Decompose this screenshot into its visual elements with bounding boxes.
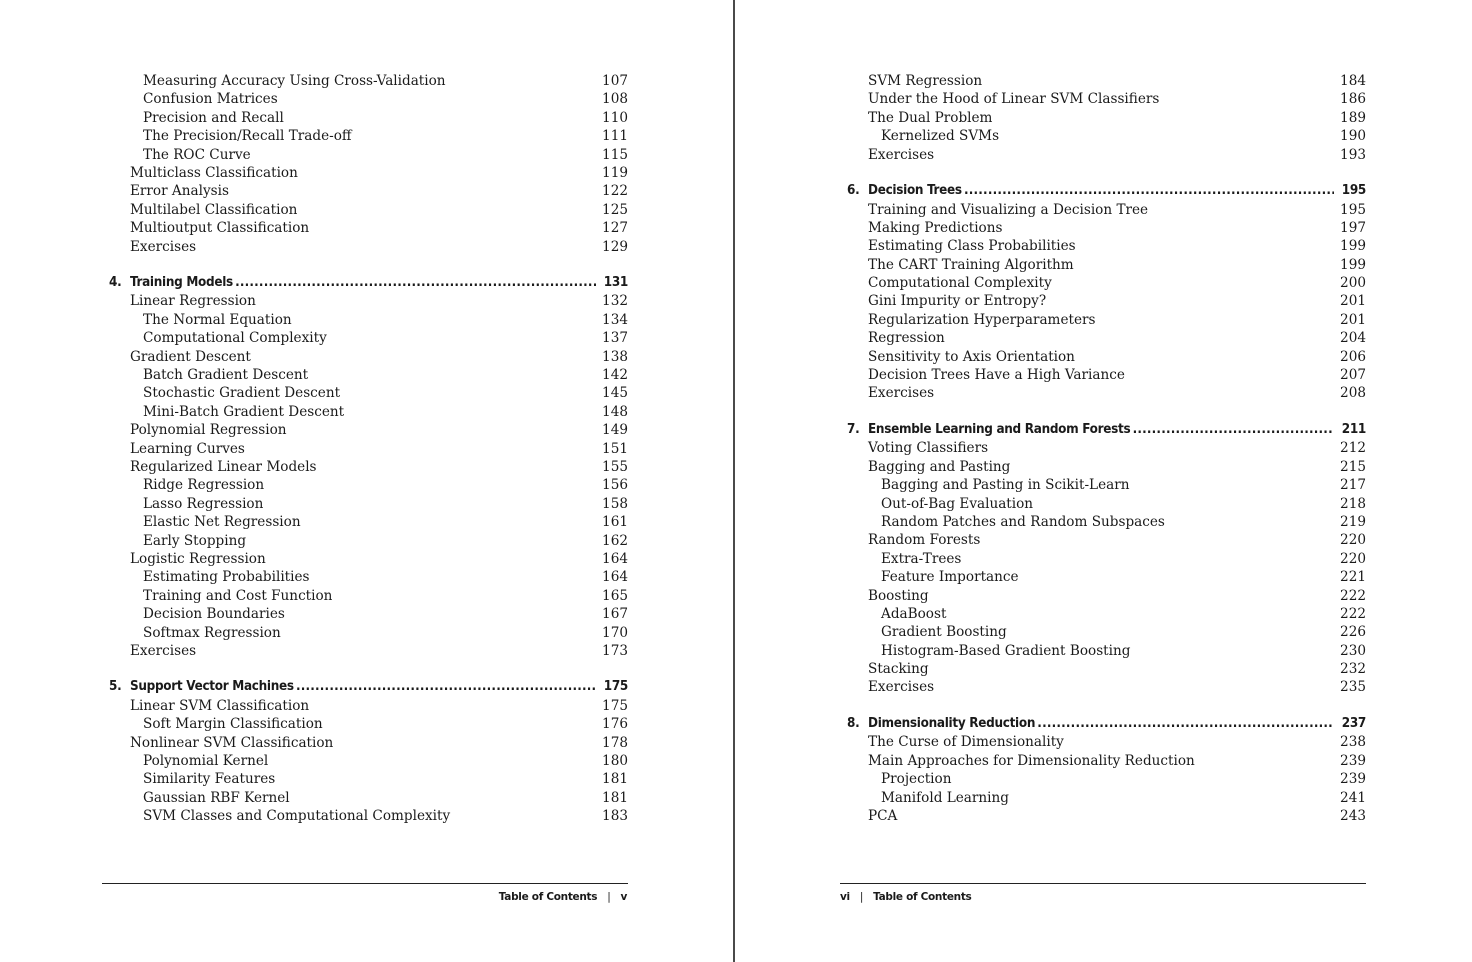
entry-title: Decision Trees . . . (868, 181, 1334, 200)
entry-page-number: 195 (1341, 183, 1366, 199)
entry-page-number: 176 (602, 716, 628, 733)
toc-subsection-entry[interactable] (102, 72, 628, 90)
entry-page-number: 197 (1340, 219, 1366, 236)
entry-title: The Dual Problem (868, 109, 993, 126)
entry-title: AdaBoost (881, 605, 947, 622)
toc-section-entry[interactable] (840, 219, 1366, 237)
entry-title: Main Approaches for Dimensionality Reduction (868, 752, 1195, 769)
toc-section-entry[interactable] (840, 366, 1366, 384)
entry-title: Linear SVM Classification (130, 697, 310, 714)
entry-page-number: 164 (602, 569, 628, 586)
entry-page-number: 151 (602, 440, 628, 457)
entry-title: Dimensionality Reduction . . . (868, 714, 1334, 733)
entry-title: Kernelized SVMs (881, 128, 1000, 145)
entry-title: Gradient Descent (130, 348, 251, 365)
toc-subsection-entry[interactable] (102, 476, 628, 494)
toc-section-entry[interactable] (840, 109, 1366, 127)
entry-page-number: 142 (602, 367, 628, 384)
entry-title: Multiclass Classification (130, 164, 298, 181)
entry-page-number: 183 (602, 808, 628, 825)
entry-title: Regression (868, 330, 945, 347)
toc-section-entry[interactable] (840, 72, 1366, 90)
entry-page-number: 111 (602, 128, 628, 145)
entry-page-number: 230 (1340, 642, 1366, 659)
entry-title: Ensemble Learning and Random Forests . . . (868, 420, 1334, 439)
entry-title: Exercises (868, 146, 935, 163)
toc-section-entry[interactable] (102, 164, 628, 182)
toc-section-entry[interactable] (840, 201, 1366, 219)
entry-title: The CART Training Algorithm (868, 256, 1074, 273)
toc-section-entry[interactable] (102, 219, 628, 237)
entry-title: Projection (881, 771, 952, 788)
entry-title: PCA (868, 808, 898, 825)
toc-subsection-entry[interactable] (840, 568, 1366, 586)
entry-title: Softmax Regression (143, 624, 281, 641)
entry-title: Exercises (868, 679, 935, 696)
footer-separator: | (607, 891, 611, 903)
toc-subsection-entry[interactable] (840, 789, 1366, 807)
toc-subsection-entry[interactable] (840, 476, 1366, 494)
entry-title: Exercises (130, 238, 197, 255)
toc-subsection-entry[interactable] (102, 568, 628, 586)
entry-title: Linear Regression (130, 293, 256, 310)
entry-title: Lasso Regression (143, 495, 264, 512)
entry-page-number: 190 (1340, 128, 1366, 145)
chapter-number: 4. (109, 275, 122, 291)
entry-title: Training and Visualizing a Decision Tree (868, 201, 1149, 218)
footer-rule-left (102, 883, 628, 884)
toc-section-entry[interactable] (840, 292, 1366, 310)
toc-chapter-entry[interactable] (102, 677, 628, 696)
toc-section-entry[interactable] (102, 238, 628, 256)
entry-title: SVM Classes and Computational Complexity (143, 808, 451, 825)
toc-section-entry[interactable] (102, 292, 628, 310)
entry-page-number: 208 (1340, 385, 1366, 402)
toc-subsection-entry[interactable] (102, 127, 628, 145)
toc-chapter-entry[interactable] (840, 181, 1366, 200)
entry-title: SVM Regression (868, 73, 983, 89)
toc-subsection-entry[interactable] (102, 513, 628, 531)
toc-subsection-entry[interactable] (102, 770, 628, 788)
entry-title: Polynomial Regression (130, 422, 287, 439)
entry-title: Exercises (868, 385, 935, 402)
toc-subsection-entry[interactable] (102, 329, 628, 347)
entry-page-number: 175 (602, 697, 628, 714)
entry-title: Stochastic Gradient Descent (143, 385, 341, 402)
entry-title: Exercises (130, 642, 197, 659)
entry-page-number: 206 (1340, 348, 1366, 365)
entry-page-number: 107 (602, 73, 628, 89)
toc-subsection-entry[interactable] (102, 587, 628, 605)
entry-page-number: 239 (1340, 752, 1366, 769)
entry-page-number: 220 (1340, 532, 1366, 549)
entry-title: Training Models . . . (130, 273, 596, 292)
entry-page-number: 149 (602, 422, 628, 439)
toc-subsection-entry[interactable] (102, 605, 628, 623)
entry-page-number: 204 (1340, 330, 1366, 347)
entry-page-number: 134 (602, 311, 628, 328)
chapter-number: 6. (847, 183, 860, 199)
toc-section-entry[interactable] (840, 311, 1366, 329)
entry-page-number: 189 (1340, 109, 1366, 126)
entry-page-number: 145 (602, 385, 628, 402)
footer-left (499, 889, 627, 905)
entry-page-number: 211 (1341, 422, 1366, 438)
entry-title: Elastic Net Regression (143, 514, 301, 531)
entry-title: Nonlinear SVM Classification (130, 734, 334, 751)
entry-page-number: 155 (602, 459, 628, 475)
entry-title: Estimating Probabilities (143, 569, 310, 586)
entry-page-number: 180 (602, 753, 628, 770)
entry-page-number: 232 (1340, 661, 1366, 678)
entry-page-number: 217 (1340, 477, 1366, 494)
entry-title: Manifold Learning (881, 789, 1009, 806)
entry-title: Multioutput Classification (130, 220, 310, 237)
entry-page-number: 125 (602, 201, 628, 218)
entry-page-number: 207 (1340, 367, 1366, 384)
toc-subsection-entry[interactable] (102, 789, 628, 807)
toc-subsection-entry[interactable] (840, 770, 1366, 788)
toc-subsection-entry[interactable] (840, 550, 1366, 568)
entry-title: Polynomial Kernel (143, 753, 269, 770)
entry-title: Out-of-Bag Evaluation (881, 495, 1034, 512)
entry-title: Gini Impurity or Entropy? (868, 293, 1047, 310)
entry-page-number: 219 (1340, 513, 1366, 530)
entry-title: Decision Boundaries (143, 606, 285, 623)
toc-section-entry[interactable] (102, 440, 628, 458)
toc-subsection-entry[interactable] (102, 366, 628, 384)
entry-title: Gradient Boosting (881, 624, 1007, 641)
entry-title: Measuring Accuracy Using Cross-Validation (143, 73, 446, 89)
toc-subsection-entry[interactable] (102, 715, 628, 733)
entry-page-number: 119 (602, 164, 628, 181)
entry-title: Precision and Recall (143, 109, 284, 126)
entry-page-number: 162 (602, 532, 628, 549)
entry-page-number: 193 (1340, 146, 1366, 163)
entry-page-number: 239 (1340, 771, 1366, 788)
entry-page-number: 186 (1340, 91, 1366, 108)
entry-page-number: 184 (1340, 73, 1366, 89)
toc-section-entry[interactable] (102, 348, 628, 366)
toc-section-entry[interactable] (840, 256, 1366, 274)
footer-separator: | (859, 891, 864, 903)
entry-page-number: 212 (1340, 440, 1366, 457)
entry-page-number: 222 (1340, 587, 1366, 604)
entry-page-number: 173 (602, 642, 628, 659)
toc-section-entry[interactable] (102, 182, 628, 200)
entry-page-number: 110 (602, 109, 628, 126)
chapter-number: 7. (847, 422, 860, 438)
entry-title: Support Vector Machines . . . (130, 677, 596, 696)
toc-subsection-entry[interactable] (102, 752, 628, 770)
toc-section-entry[interactable] (102, 642, 628, 660)
toc-section-entry[interactable] (840, 146, 1366, 164)
entry-title: Random Forests (868, 532, 981, 549)
toc-subsection-entry[interactable] (102, 384, 628, 402)
entry-page-number: 215 (1340, 458, 1366, 475)
entry-page-number: 181 (602, 771, 628, 788)
entry-page-number: 199 (1340, 238, 1366, 255)
toc-subsection-entry[interactable] (102, 403, 628, 421)
entry-title: Sensitivity to Axis Orientation (868, 348, 1075, 365)
toc-chapter-entry[interactable] (102, 273, 628, 292)
entry-title: Estimating Class Probabilities (868, 238, 1076, 255)
entry-page-number: 129 (602, 238, 628, 255)
entry-title: Bagging and Pasting (868, 458, 1011, 475)
entry-page-number: 200 (1340, 275, 1366, 292)
toc-section-entry[interactable] (840, 274, 1366, 292)
toc-subsection-entry[interactable] (102, 311, 628, 329)
entry-page-number: 131 (603, 275, 628, 291)
toc-subsection-entry[interactable] (840, 127, 1366, 145)
entry-title: Multilabel Classification (130, 201, 298, 218)
entry-title: The Normal Equation (143, 311, 292, 328)
footer-label: Table of Contents (873, 891, 972, 903)
toc-section-entry[interactable] (840, 587, 1366, 605)
toc-subsection-entry[interactable] (102, 624, 628, 642)
toc-subsection-entry[interactable] (102, 532, 628, 550)
toc-section-entry[interactable] (102, 201, 628, 219)
entry-page-number: 164 (602, 550, 628, 567)
entry-page-number: 241 (1340, 789, 1366, 806)
toc-subsection-entry[interactable] (840, 623, 1366, 641)
toc-section-entry[interactable] (102, 421, 628, 439)
toc-section-entry[interactable] (840, 531, 1366, 549)
toc-section-entry[interactable] (840, 733, 1366, 751)
entry-title: Feature Importance (881, 569, 1019, 586)
footer-right (840, 889, 972, 905)
entry-page-number: 178 (602, 734, 628, 751)
toc-section-entry[interactable] (840, 660, 1366, 678)
entry-title: Bagging and Pasting in Scikit-Learn (881, 477, 1130, 494)
entry-title: Training and Cost Function (143, 587, 333, 604)
toc-list-right (840, 72, 1366, 825)
chapter-number: 5. (109, 679, 122, 695)
toc-section-entry[interactable] (840, 348, 1366, 366)
entry-page-number: 238 (1340, 734, 1366, 751)
footer-page-number: v (620, 891, 627, 903)
entry-title: Histogram-Based Gradient Boosting (881, 642, 1131, 659)
chapter-number: 8. (847, 716, 860, 732)
entry-page-number: 127 (602, 220, 628, 237)
footer-label: Table of Contents (498, 891, 598, 903)
right-page (735, 0, 1472, 962)
toc-subsection-entry[interactable] (840, 642, 1366, 660)
entry-page-number: 122 (602, 183, 628, 200)
entry-page-number: 199 (1340, 256, 1366, 273)
entry-page-number: 237 (1341, 716, 1366, 732)
entry-page-number: 108 (602, 91, 628, 108)
entry-title: The Precision/Recall Trade-off (143, 128, 352, 145)
entry-page-number: 243 (1340, 808, 1366, 825)
entry-title: Stacking (868, 661, 929, 678)
entry-title: Extra-Trees (881, 550, 962, 567)
entry-title: Computational Complexity (868, 275, 1052, 292)
toc-section-entry[interactable] (840, 329, 1366, 347)
entry-page-number: 226 (1340, 624, 1366, 641)
entry-page-number: 201 (1340, 293, 1366, 310)
toc-subsection-entry[interactable] (102, 90, 628, 108)
entry-title: The ROC Curve (143, 146, 251, 163)
entry-page-number: 195 (1340, 201, 1366, 218)
toc-subsection-entry[interactable] (102, 495, 628, 513)
toc-section-entry[interactable] (840, 90, 1366, 108)
toc-section-entry[interactable] (840, 237, 1366, 255)
entry-page-number: 138 (602, 348, 628, 365)
entry-title: Logistic Regression (130, 550, 266, 567)
entry-page-number: 218 (1340, 495, 1366, 512)
toc-subsection-entry[interactable] (102, 807, 628, 825)
entry-title: Random Patches and Random Subspaces (881, 513, 1165, 530)
entry-title: Batch Gradient Descent (143, 367, 309, 384)
toc-chapter-entry[interactable] (840, 714, 1366, 733)
entry-page-number: 175 (603, 679, 628, 695)
entry-title: The Curse of Dimensionality (868, 734, 1064, 751)
toc-section-entry[interactable] (840, 678, 1366, 696)
toc-section-entry[interactable] (840, 752, 1366, 770)
entry-title: Ridge Regression (143, 477, 265, 494)
entry-page-number: 181 (602, 789, 628, 806)
entry-title: Boosting (868, 587, 929, 604)
toc-chapter-entry[interactable] (840, 420, 1366, 439)
footer-page-number: vi (840, 891, 850, 903)
entry-page-number: 220 (1340, 550, 1366, 567)
entry-title: Under the Hood of Linear SVM Classifiers (868, 91, 1160, 108)
entry-page-number: 148 (602, 403, 628, 420)
entry-title: Voting Classifiers (868, 440, 989, 457)
entry-page-number: 201 (1340, 311, 1366, 328)
toc-section-entry[interactable] (102, 458, 628, 476)
entry-page-number: 170 (602, 624, 628, 641)
entry-title: Similarity Features (143, 771, 276, 788)
toc-section-entry[interactable] (840, 384, 1366, 402)
toc-subsection-entry[interactable] (840, 513, 1366, 531)
entry-page-number: 167 (602, 606, 628, 623)
left-page (0, 0, 733, 962)
entry-title: Gaussian RBF Kernel (143, 789, 290, 806)
toc-section-entry[interactable] (102, 697, 628, 715)
footer-rule-right (840, 883, 1366, 884)
entry-title: Confusion Matrices (143, 91, 278, 108)
entry-page-number: 161 (602, 514, 628, 531)
entry-page-number: 115 (602, 146, 628, 163)
entry-page-number: 158 (602, 495, 628, 512)
toc-section-entry[interactable] (102, 550, 628, 568)
toc-section-entry[interactable] (840, 458, 1366, 476)
entry-title: Soft Margin Classification (143, 716, 323, 733)
entry-page-number: 132 (602, 293, 628, 310)
entry-title: Decision Trees Have a High Variance (868, 367, 1125, 384)
entry-page-number: 165 (602, 587, 628, 604)
entry-title: Learning Curves (130, 440, 245, 457)
entry-title: Mini-Batch Gradient Descent (143, 403, 345, 420)
entry-title: Making Predictions (868, 219, 1003, 236)
toc-section-entry[interactable] (102, 734, 628, 752)
entry-page-number: 221 (1340, 569, 1366, 586)
entry-page-number: 235 (1340, 679, 1366, 696)
toc-section-entry[interactable] (840, 439, 1366, 457)
entry-page-number: 222 (1340, 605, 1366, 622)
entry-title: Regularized Linear Models (130, 459, 317, 475)
entry-page-number: 137 (602, 330, 628, 347)
entry-title: Computational Complexity (143, 330, 327, 347)
toc-subsection-entry[interactable] (840, 605, 1366, 623)
entry-page-number: 156 (602, 477, 628, 494)
toc-section-entry[interactable] (840, 807, 1366, 825)
entry-title: Early Stopping (143, 532, 247, 549)
toc-list-left (102, 72, 628, 826)
toc-subsection-entry[interactable] (102, 146, 628, 164)
entry-title: Error Analysis (130, 183, 229, 200)
entry-title: Regularization Hyperparameters (868, 311, 1096, 328)
toc-subsection-entry[interactable] (102, 109, 628, 127)
toc-subsection-entry[interactable] (840, 495, 1366, 513)
